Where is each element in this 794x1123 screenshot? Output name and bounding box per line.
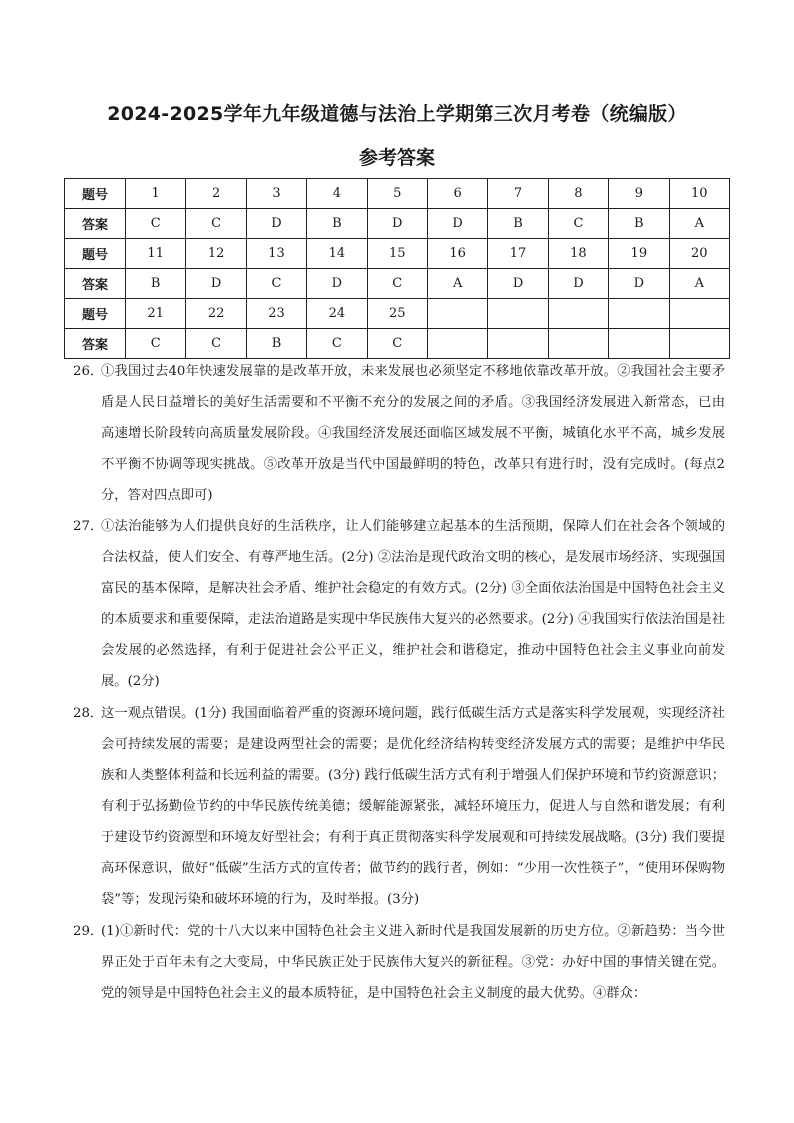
table-cell: 4 (307, 179, 367, 209)
table-cell: 12 (186, 239, 246, 269)
table-cell: 8 (548, 179, 608, 209)
table-cell: 10 (669, 179, 729, 209)
table-cell: 15 (367, 239, 427, 269)
question-answer-text: ①法治能够为人们提供良好的生活秩序，让人们能够建立起基本的生活预期，保障人们在社会各个领域的合法权益，使人们安全、有尊严地生活。(2分) ②法治是现代政治文明的核心，是发展市场经济、实现强国富民的基本保障，是解决社会矛盾、维护社会稳定的有效方式。(2分) ③全面依法治国是中国特色社会主义的本质要求和重要保障，走法治道路是实现中华民族伟大复兴的必然要求。(2分) ④我国实行依法治国是社会发展的必然选择，有利于促进社会公平正义，维护社会和谐稳定，推动中国特色社会主义事业向前发展。(2分) (101, 519, 725, 689)
question-28 (73, 698, 725, 915)
table-cell: 23 (246, 299, 306, 329)
table-row (65, 239, 730, 269)
document-title: 2024-2025学年九年级道德与法治上学期第三次月考卷（统编版） (107, 103, 687, 125)
table-cell (609, 329, 669, 359)
table-cell: C (186, 209, 246, 239)
table-cell: 2 (186, 179, 246, 209)
table-cell: 20 (669, 239, 729, 269)
table-cell: D (246, 209, 306, 239)
table-cell: D (186, 269, 246, 299)
question-26 (73, 356, 725, 511)
table-cell: D (307, 269, 367, 299)
table-cell (427, 299, 487, 329)
question-27 (73, 511, 725, 697)
table-cell: 14 (307, 239, 367, 269)
question-number: 28． (73, 706, 104, 721)
table-cell: C (367, 329, 427, 359)
table-cell: 1 (126, 179, 186, 209)
table-cell: 13 (246, 239, 306, 269)
row-label: 题号 (65, 299, 126, 329)
table-row (65, 299, 730, 329)
table-cell: C (126, 329, 186, 359)
table-cell (548, 299, 608, 329)
table-cell (488, 329, 548, 359)
table-cell: B (609, 209, 669, 239)
table-cell: B (307, 209, 367, 239)
question-answer-text: 这一观点错误。(1分) 我国面临着严重的资源环境问题，践行低碳生活方式是落实科学发展观，实现经济社会可持续发展的需要；是建设两型社会的需要；是优化经济结构转变经济发展方式的需要；是维护中华民族和人类整体利益和长远利益的需要。(3分) 践行低碳生活方式有利于增强人们保护环境和节约资源意识；有利于弘扬勤俭节约的中华民族传统美德；缓解能源紧张，减轻环境压力，促进人与自然和谐发展；有利于建设节约资源型和环境友好型社会；有利于真正贯彻落实科学发展观和可持续发展战略。(3分) 我们要提高环保意识，做好“低碳”生活方式的宣传者；做节约的践行者，例如：“少用一次性筷子”，“使用环保购物袋”等；发现污染和破坏环境的行为，及时举报。(3分) (101, 706, 725, 907)
table-cell: B (488, 209, 548, 239)
table-cell: 9 (609, 179, 669, 209)
table-cell: 24 (307, 299, 367, 329)
table-cell (548, 329, 608, 359)
row-label: 答案 (65, 209, 126, 239)
table-cell: 21 (126, 299, 186, 329)
table-cell (427, 329, 487, 359)
table-cell: A (427, 269, 487, 299)
table-row (65, 179, 730, 209)
row-label: 答案 (65, 269, 126, 299)
table-cell: A (669, 269, 729, 299)
table-cell: 16 (427, 239, 487, 269)
table-row (65, 329, 730, 359)
table-cell: C (246, 269, 306, 299)
table-cell: 19 (609, 239, 669, 269)
question-answer-text: (1)①新时代：党的十八大以来中国特色社会主义进入新时代是我国发展新的历史方位。②新趋势：当今世界正处于百年未有之大变局，中华民族正处于民族伟大复兴的新征程。③党：办好中国的事情关键在党。党的领导是中国特色社会主义的最本质特征，是中国特色社会主义制度的最大优势。④群众： (101, 924, 725, 1001)
table-cell: C (307, 329, 367, 359)
table-cell (669, 329, 729, 359)
table-cell: C (548, 209, 608, 239)
table-row (65, 269, 730, 299)
row-label: 题号 (65, 239, 126, 269)
table-cell: 5 (367, 179, 427, 209)
question-answer-text: ①我国过去40年快速发展靠的是改革开放，未来发展也必须坚定不移地依靠改革开放。②我国社会主要矛盾是人民日益增长的美好生活需要和不平衡不充分的发展之间的矛盾。③我国经济发展进入新常态，已由高速增长阶段转向高质量发展阶段。④我国经济发展还面临区域发展不平衡，城镇化水平不高，城乡发展不平衡不协调等现实挑战。⑤改革开放是当代中国最鲜明的特色，改革只有进行时，没有完成时。(每点2分，答对四点即可) (101, 364, 725, 503)
row-label: 题号 (65, 179, 126, 209)
table-cell: B (126, 269, 186, 299)
question-number: 29． (73, 924, 104, 939)
answer-table (64, 178, 730, 359)
table-cell: 3 (246, 179, 306, 209)
table-cell (488, 299, 548, 329)
question-number: 27． (73, 519, 104, 534)
table-cell: D (427, 209, 487, 239)
table-row (65, 209, 730, 239)
question-number: 26． (73, 364, 104, 379)
table-cell: 17 (488, 239, 548, 269)
document-subtitle: 参考答案 (358, 147, 435, 169)
question-29 (73, 916, 725, 1009)
table-cell: D (488, 269, 548, 299)
row-label: 答案 (65, 329, 126, 359)
table-cell: 6 (427, 179, 487, 209)
table-cell: 11 (126, 239, 186, 269)
table-cell: C (367, 269, 427, 299)
table-cell: D (367, 209, 427, 239)
table-cell: A (669, 209, 729, 239)
table-cell: 25 (367, 299, 427, 329)
table-cell (669, 299, 729, 329)
table-cell: D (548, 269, 608, 299)
table-cell: 18 (548, 239, 608, 269)
table-cell: C (126, 209, 186, 239)
table-cell: 22 (186, 299, 246, 329)
table-cell: B (246, 329, 306, 359)
table-cell (609, 299, 669, 329)
table-cell: D (609, 269, 669, 299)
table-cell: 7 (488, 179, 548, 209)
table-cell: C (186, 329, 246, 359)
